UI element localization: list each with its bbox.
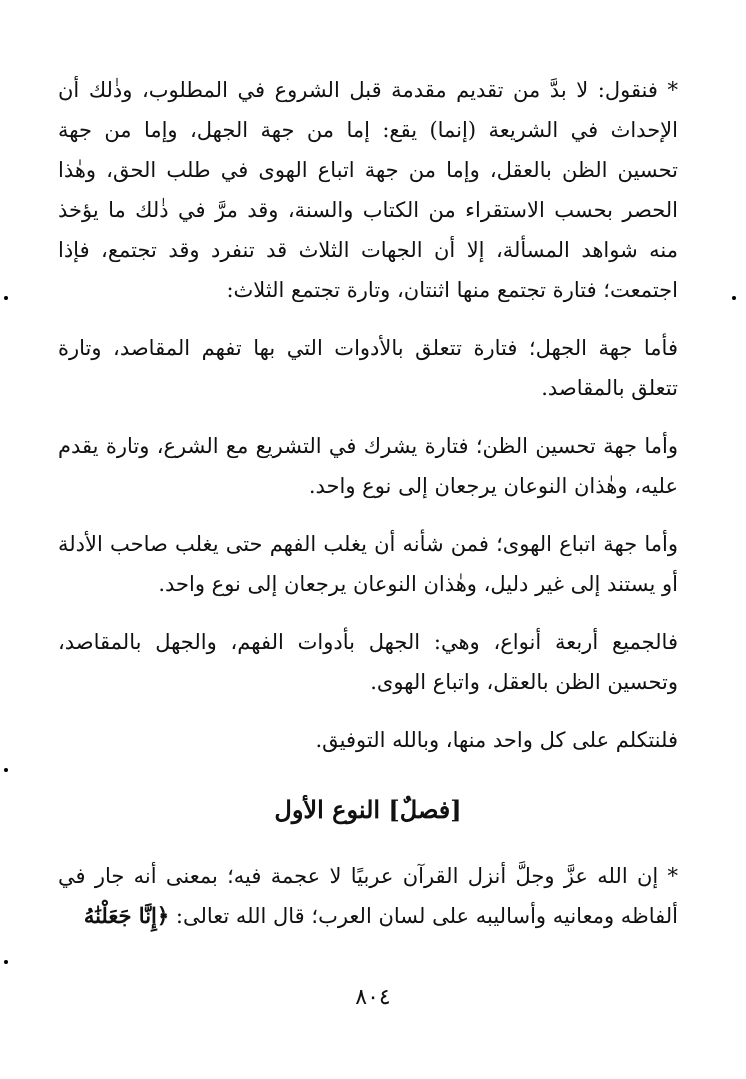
page-body	[58, 70, 678, 954]
margin-dot-left-1	[4, 296, 8, 300]
final-paragraph-text: * إن الله عزَّ وجلَّ أنزل القرآن عربيًا لا عجمة فيه؛ بمعنى أنه جار في ألفاظه ومعانيه وأساليبه على لسان العرب؛ قال الله تعالى:	[58, 864, 678, 928]
paragraph-ignorance: فأما جهة الجهل؛ فتارة تتعلق بالأدوات التي بها تفهم المقاصد، وتارة تتعلق بالمقاصد.	[58, 336, 678, 400]
page-number: ٨٠٤	[355, 985, 391, 1010]
paragraph-desire: وأما جهة اتباع الهوى؛ فمن شأنه أن يغلب الفهم حتى يغلب صاحب الأدلة أو يستند إلى غير دليل، وهٰذان النوعان يرجعان إلى نوع واحد.	[58, 532, 678, 596]
margin-dot-right-1	[732, 296, 736, 300]
paragraph-intro: * فنقول: لا بدَّ من تقديم مقدمة قبل الشروع في المطلوب، وذٰلك أن الإحداث في الشريعة (إنما) يقع: إما من جهة الجهل، وإما من جهة تحسين الظن بالعقل، وإما من جهة اتباع الهوى في طلب الحق، وهٰذا الحصر بحسب الاستقراء من الكتاب والسنة، وقد مرَّ في ذٰلك ما يؤخذ منه شواهد المسألة، إلا أن الجهات الثلاث قد تنفرد وقد تجتمع، فإذا اجتمعت؛ فتارة تجتمع منها اثنتان، وتارة تجتمع الثلاث:	[58, 78, 678, 302]
margin-dot-left-3	[4, 960, 8, 964]
quran-quote: ﴿إِنَّا جَعَلْنَٰهُ	[83, 903, 170, 928]
paragraph-good-opinion: وأما جهة تحسين الظن؛ فتارة يشرك في التشريع مع الشرع، وتارة يقدم عليه، وهٰذان النوعان يرجعان إلى نوع واحد.	[58, 434, 678, 498]
section-heading: [فصلٌ] النوع الأول	[274, 795, 462, 824]
paragraph-closing: فلنتكلم على كل واحد منها، وبالله التوفيق.	[315, 728, 678, 752]
paragraph-four-types: فالجميع أربعة أنواع، وهي: الجهل بأدوات الفهم، والجهل بالمقاصد، وتحسين الظن بالعقل، واتباع الهوى.	[58, 630, 678, 694]
margin-dot-left-2	[4, 768, 8, 772]
paragraph-quran-arabic	[58, 856, 678, 936]
